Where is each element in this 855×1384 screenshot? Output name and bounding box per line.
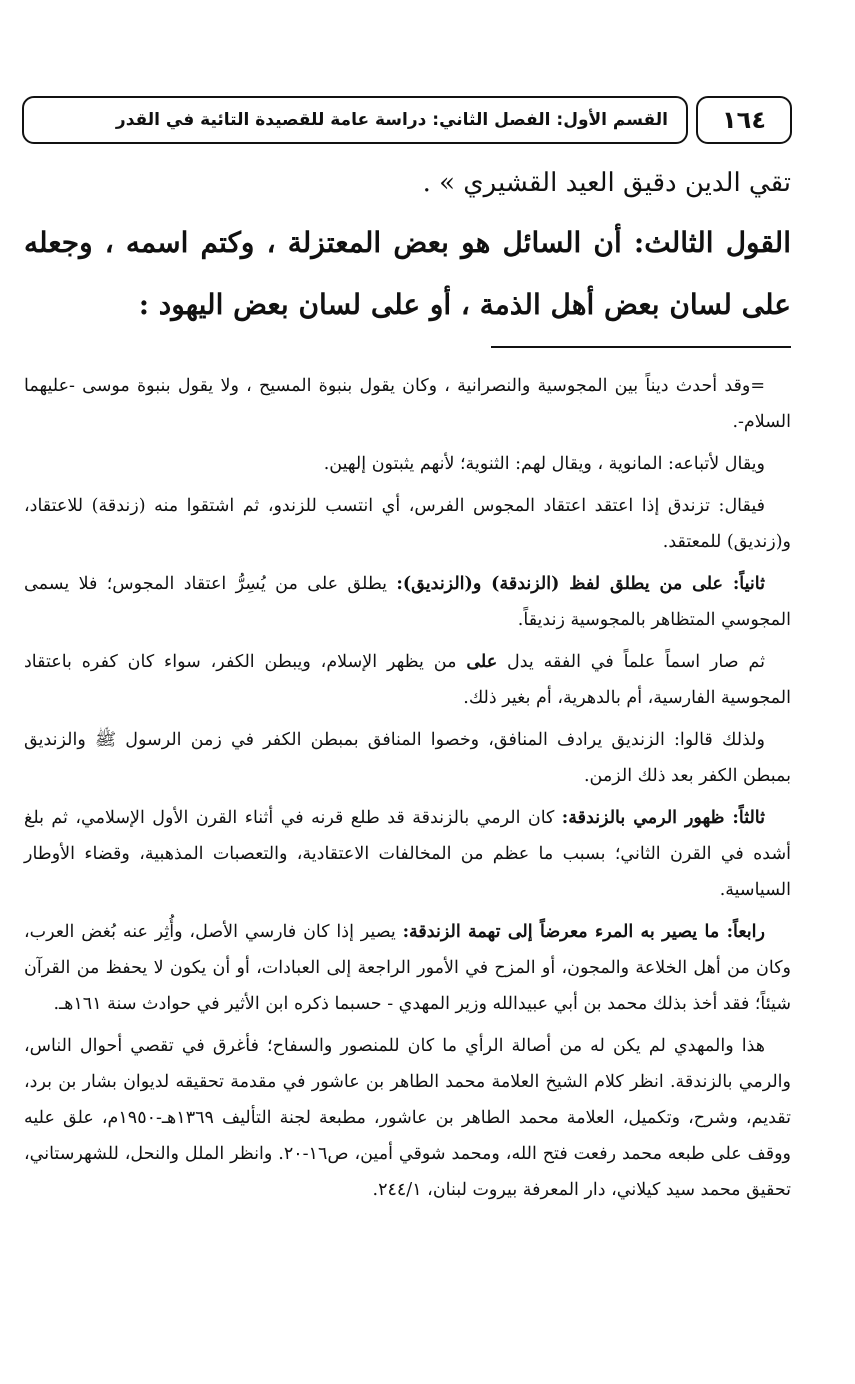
- footnote-paragraph: [24, 566, 791, 638]
- footnote-text: يصير إذا كان فارسي الأصل، وأُثِر عنه بُغض العرب، وكان من أهل الخلاعة والمجون، أو المزح في الأمور الراجعة إلى العبادات، أو أن يكون لا يحفظ من القرآن شيئاً؛ فقد أخذ بذلك محمد بن أبي عبيدالله وزير المهدي - حسبما ذكره ابن الأثير في حوادث سنة ١٦١هـ.: [24, 922, 791, 1014]
- footnote-paragraph: [24, 914, 791, 1022]
- footnote-heading: رابعاً: ما يصير به المرء معرضاً إلى تهمة الزندقة:: [402, 922, 765, 942]
- footnote-separator: [491, 346, 791, 348]
- footnotes: [24, 368, 791, 1214]
- footnote-text: ثم صار اسماً علماً في الفقه يدل: [497, 652, 765, 672]
- footnote-emphasis: على: [466, 652, 498, 672]
- footnote-text: كان الرمي بالزندقة قد طلع قرنه في أثناء القرن الأول الإسلامي، ثم بلغ أشده في القرن الثاني؛ بسبب ما عظم من المخالفات الاعتقادية، والتعصبات المذهبية، وقضاء الأوطار السياسية.: [24, 808, 791, 900]
- footnote-heading: ثانياً: على من يطلق لفظ (الزندقة) و(الزنديق):: [396, 574, 765, 594]
- footnote-paragraph: [24, 644, 791, 716]
- footnote-paragraph: فيقال: تزندق إذا اعتقد اعتقاد المجوس الفرس، أي انتسب للزندو، ثم اشتقوا منه (زندقة) للاعتقاد، و(زنديق) للمعتقد.: [24, 496, 791, 552]
- footnote-text: من يظهر الإسلام، ويبطن الكفر، سواء كان كفره باعتقاد المجوسية الفارسية، أم بالدهرية، أم بغير ذلك.: [24, 652, 791, 708]
- page-number: ١٦٤: [696, 96, 792, 144]
- main-text-third-opinion: القول الثالث: أن السائل هو بعض المعتزلة ، وكتم اسمه ، وجعله على لسان بعض أهل الذمة ، أو على لسان بعض اليهود :: [24, 226, 791, 321]
- footnote-paragraph: =وقد أحدث ديناً بين المجوسية والنصرانية ، وكان يقول بنبوة المسيح ، ولا يقول بنبوة موسى -عليهما السلام-.: [24, 376, 791, 432]
- footnote-paragraph: هذا والمهدي لم يكن له من أصالة الرأي ما كان للمنصور والسفاح؛ فأغرق في تقصي أحوال الناس، والرمي بالزندقة. انظر كلام الشيخ العلامة محمد الطاهر بن عاشور في مقدمة تحقيقه لديوان بشار بن برد، تقديم، وشرح، وتكميل، العلامة محمد الطاهر بن عاشور، مطبعة لجنة التأليف ١٣٦٩هـ-١٩٥٠م، علق عليه ووقف على طبعه محمد رفعت فتح الله، ومحمد شوقي أمين، ص١٦-٢٠. وانظر الملل والنحل، للشهرستاني، تحقيق محمد سيد كيلاني، دار المعرفة بيروت لبنان، ٢٤٤/١.: [24, 1036, 791, 1200]
- footnote-heading: ثالثاً: ظهور الرمي بالزندقة:: [561, 808, 766, 828]
- footnote-paragraph: ويقال لأتباعه: المانوية ، ويقال لهم: الثنوية؛ لأنهم يثبتون إلهين.: [323, 454, 765, 474]
- footnote-paragraph: [24, 800, 791, 908]
- footnote-text: يطلق على من يُسِرُّ اعتقاد المجوس؛ فلا يسمى المجوسي المتظاهر بالمجوسية زنديقاً.: [24, 574, 791, 630]
- main-text-continuation: تقي الدين دقيق العيد القشيري » .: [422, 168, 791, 198]
- running-title: القسم الأول: الفصل الثاني: دراسة عامة للقصيدة التائية في القدر: [22, 96, 688, 144]
- running-header: [22, 96, 792, 144]
- footnote-paragraph: ولذلك قالوا: الزنديق يرادف المنافق، وخصوا المنافق بمبطن الكفر في زمن الرسول ﷺ والزنديق بمبطن الكفر بعد ذلك الزمن.: [24, 730, 791, 786]
